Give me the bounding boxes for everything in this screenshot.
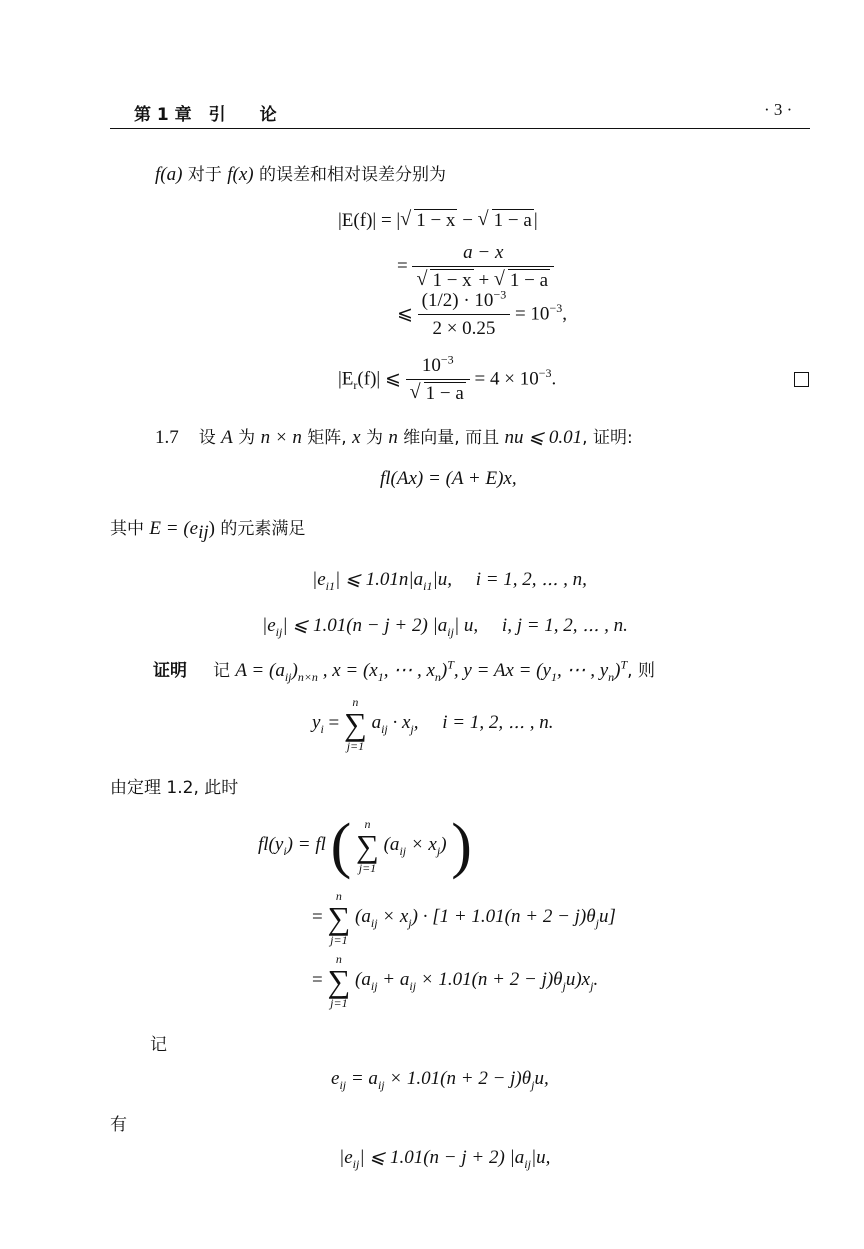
- page-number: · 3 ·: [764, 100, 793, 119]
- condition-text: 其中 $E = (e_{ij})$ 的元素满足: [110, 518, 306, 544]
- error-eq-line2: = a − x √ 1 − x + √ 1 − a: [397, 242, 554, 292]
- proof-start: 证明 记 $A = (a_{ij})_{n\times n}$ , $x = (x_1$, ⋯ , $x_n)^T$, $y = Ax = (y_1$, ⋯ , $y_n)^T$, 则: [153, 657, 655, 684]
- fl-eq-line2: = n ∑ j=1 $(a_{ij} \times x_j) \cdot [1 + 1.01(n + 2 - j)\theta_ju]$: [312, 889, 616, 947]
- problem-statement: 1.7 设 A 为 n × n 矩阵, x 为 n 维向量, 而且 nu ⩽ 0.01, 证明:: [155, 427, 633, 448]
- theorem-ref: 由定理 1.2, 此时: [110, 778, 239, 798]
- qed-box: [794, 372, 809, 387]
- fl-eq-line3: = n ∑ j=1 $(a_{ij} + a_{ij} \times 1.01(n + 2 - j)\theta_ju)x_j$.: [312, 952, 599, 1010]
- error-eq-line1: |E(f)| = |√ 1 − x − √ 1 − a |: [338, 210, 538, 232]
- condition-line1: $|e_{i1}|$ ⩽ $1.01n|a_{i1}|u$, i = 1, 2, ⋯ , n,: [312, 569, 587, 593]
- condition-line2: $|e_{ij}|$ ⩽ 1.01(n − j + 2) $|a_{ij}|$ u, i, j = 1, 2, ⋯ , n.: [262, 615, 628, 639]
- claim-eq: fl(Ax) = (A + E)x,: [380, 468, 517, 489]
- intro-line: f(a) 对于 f(x) 的误差和相对误差分别为: [155, 164, 447, 185]
- ji-label: 记: [150, 1035, 167, 1055]
- yi-sum-eq: $y_i$ = n ∑ j=1 $a_{ij} \cdot x_j$, i = 1, 2, ⋯ , n.: [312, 695, 554, 753]
- you-label: 有: [110, 1115, 127, 1135]
- final-ineq: $|e_{ij}|$ ⩽ 1.01(n − j + 2) $|a_{ij}|u$,: [339, 1147, 551, 1171]
- error-eq-line3: ⩽ $\frac{(1/2) \cdot 10^{-3}}{2 \times 0.25}$ = $10^{-3}$,: [397, 287, 567, 339]
- chapter-title: 第 1 章 引 论: [134, 105, 277, 125]
- fl-eq-line1: $fl(y_i)$ = fl ( n ∑ j=1 $(a_{ij} \times x_j)$ ): [258, 812, 472, 880]
- eij-def: $e_{ij} = a_{ij} \times 1.01(n + 2 - j)\theta_ju$,: [331, 1068, 549, 1092]
- relative-error-eq: $|E_r(f)|$ ⩽ $10^{-3}$ √ 1 − a = $4 \times 10^{-3}$.: [338, 355, 556, 405]
- header-rule: [110, 128, 810, 129]
